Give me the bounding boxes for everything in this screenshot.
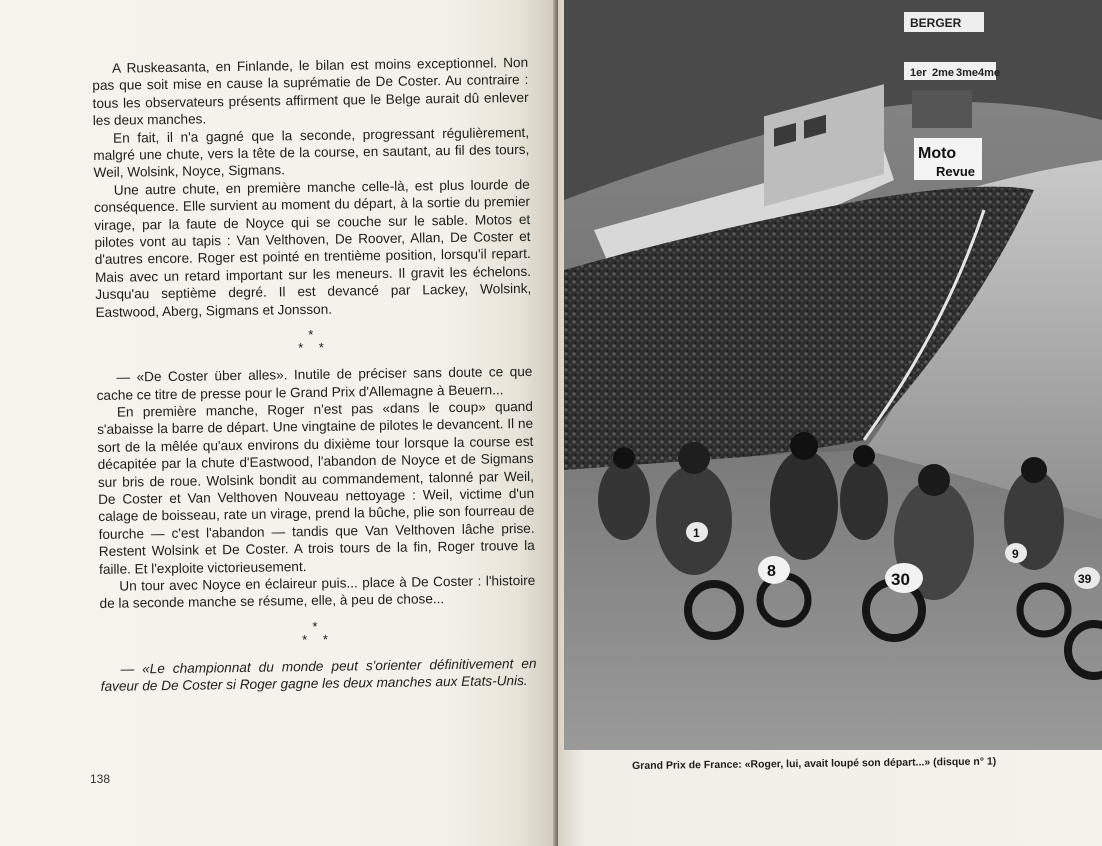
number-plate-text: 1 (693, 526, 700, 540)
section-separator (96, 325, 532, 357)
paragraph: — «De Coster über alles». Inutile de préciser sans doute ce que cache ce titre de presse pour le Grand Prix d'Allemagne à Beuern... (96, 363, 533, 403)
paragraph-quote: — «Le championnat du monde peut s'orienter définitivement en faveur de De Coster si Roger gagne les deux manches aux Etats-Unis. (100, 655, 537, 695)
moto-revue-text: Moto (918, 145, 957, 162)
number-plate-text: 9 (1012, 547, 1019, 561)
podium-label: 1er (910, 67, 927, 79)
paragraph: Une autre chute, en première manche celle-là, est plus lourde de conséquence. Elle survient au moment du départ, à la sortie du premier virage, par la faute de Noyce qui se couche sur le sable. Motos et pilotes vont au tapis : Van Velthoven, De Roover, Allan, De Coster et d'autres encore. Roger est pointé en trentième position, lorsqu'il repart. Mais avec un retard important sur les meneurs. Il gravit les échelons. Jusqu'au septième degré. Il est devancé par Lackey, Wolsink, Eastwood, Aberg, Sigmans et Jonsson. (93, 176, 532, 320)
photo-illustration (564, 0, 1102, 750)
right-page (558, 0, 1102, 846)
text-body (92, 54, 537, 696)
separator-star-top: * (308, 326, 320, 343)
flag-panel (912, 90, 972, 128)
separator-stars-bottom: * * (302, 631, 335, 647)
podium-label: 2me (932, 67, 955, 79)
page-number: 138 (90, 772, 111, 786)
podium-label: 4me (978, 67, 1001, 79)
section-separator (100, 617, 536, 649)
paragraph: En fait, il n'a gagné que la seconde, progressant régulièrement, malgré une chute, vers la tête de la course, en sautant, au fil des tours, Weil, Wolsink, Noyce, Sigmans. (93, 124, 530, 181)
paragraph: En première manche, Roger n'est pas «dans le coup» quand s'abaisse la barre de départ. Une vingtaine de pilotes le devancent. Il ne sort de la mêlée qu'aux environs du dixième tour lorsque la course est décapitée par la chute d'Eastwood, l'abandon de Noyce et de Sigmans sur bris de roue. Wolsink bondit au commandement, talonné par Weil, De Coster et Van Velthoven Nouveau nettoyage : Weil, victime d'un calage de boisseau, rate un virage, prend la bûche, plie son fourreau de fourche — c'est l'abandon — tandis que Van Velthoven lâche prise. Restent Wolsink et De Coster. A trois tours de la fin, Roger trouve la faille. Et l'exploite victorieusement. (97, 398, 535, 577)
separator-stars-bottom: * * (298, 339, 330, 356)
paragraph: Un tour avec Noyce en éclaireur puis... place à De Coster : l'histoire de la seconde manche se résume, elle, à peu de chose... (99, 572, 536, 612)
paragraph: A Ruskeasanta, en Finlande, le bilan est moins exceptionnel. Non pas que soit mise en cause la suprématie de De Coster. Au contraire : tous les observateurs présents affirment que le Belge aurait dû enlever les deux manches. (92, 54, 529, 129)
podium-label: 3me (956, 67, 979, 79)
number-plate-text: 39 (1078, 572, 1092, 586)
number-plate-text: 30 (891, 570, 910, 589)
photo-caption: Grand Prix de France: «Roger, lui, avait loupé son départ...» (disque n° 1) (632, 755, 997, 772)
separator-star-top: * (312, 618, 324, 634)
number-plate-text: 8 (767, 563, 776, 580)
race-start-photo (564, 0, 1102, 750)
berger-banner-text: BERGER (910, 16, 962, 30)
moto-revue-text: Revue (936, 164, 976, 179)
